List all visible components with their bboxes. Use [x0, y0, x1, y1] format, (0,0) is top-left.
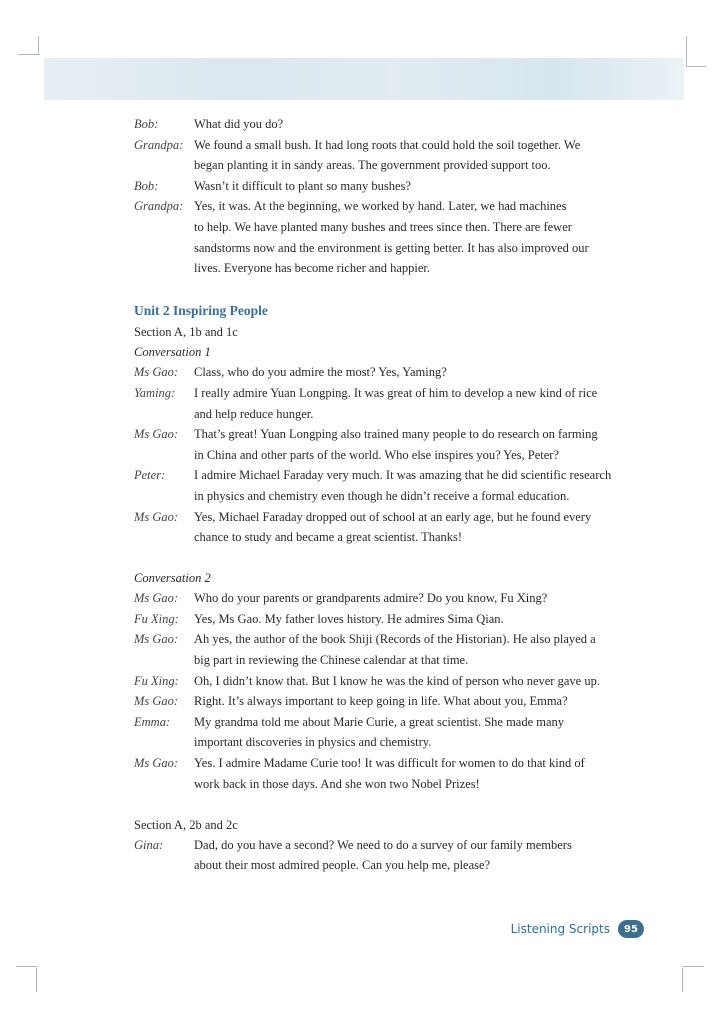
speech-text: in China and other parts of the world. Who else inspires you? Yes, Peter? [194, 447, 559, 462]
dialogue-line [134, 135, 634, 156]
dialogue-line [134, 650, 634, 671]
speaker-label: Ms Gao: [134, 694, 179, 709]
dialogue-line [134, 465, 634, 486]
speech-text: Dad, do you have a second? We need to do a survey of our family members [194, 837, 572, 852]
speaker-label: Ms Gao: [134, 365, 179, 380]
dialogue-line [134, 486, 634, 507]
speaker-label: Gina: [134, 837, 164, 852]
dialogue-line [134, 424, 634, 445]
speech-text: Yes, Michael Faraday dropped out of school at an early age, but he found every [194, 509, 592, 524]
speech-text: I really admire Yuan Longping. It was great of him to develop a new kind of rice [194, 385, 598, 400]
speech-text: chance to study and became a great scientist. Thanks! [194, 530, 463, 545]
unit-title: Unit 2 Inspiring People [134, 303, 268, 319]
speech-text: What did you do? [194, 117, 284, 131]
speech-text: Who do your parents or grandparents admire? Do you know, Fu Xing? [194, 591, 548, 606]
dialogue-line [134, 217, 634, 238]
speech-text: We found a small bush. It had long roots that could hold the soil together. We [194, 137, 581, 152]
speaker-label: Grandpa: [134, 137, 184, 152]
speaker-label: Ms Gao: [134, 509, 179, 524]
dialogue-line [134, 176, 634, 197]
speaker-label: Peter: [134, 468, 166, 483]
speech-text: My grandma told me about Marie Curie, a great scientist. She made many [194, 714, 565, 729]
dialogue-line [134, 155, 634, 176]
conversation-title: Conversation 1 [134, 345, 211, 360]
speech-text: Class, who do you admire the most? Yes, Yaming? [194, 365, 447, 380]
speaker-label: Yaming: [134, 385, 176, 400]
crop-mark-bl-h [16, 966, 38, 967]
speech-text: Yes, Ms Gao. My father loves history. He admires Sima Qian. [194, 611, 504, 626]
speech-text: Right. It’s always important to keep going in life. What about you, Emma? [194, 694, 568, 709]
speaker-label: Ms Gao: [134, 632, 179, 647]
dialogue-line [134, 732, 634, 753]
dialogue-line [134, 114, 634, 135]
dialogue-line [134, 774, 634, 795]
dialogue-line [134, 691, 634, 712]
header-band [44, 58, 684, 100]
speech-text: big part in reviewing the Chinese calendar at that time. [194, 653, 469, 668]
speech-text: important discoveries in physics and chemistry. [194, 735, 432, 750]
speech-text: I admire Michael Faraday very much. It was amazing that he did scientific research [194, 468, 612, 483]
speaker-label: Ms Gao: [134, 427, 179, 442]
speech-text: Yes. I admire Madame Curie too! It was difficult for women to do that kind of [194, 756, 585, 771]
crop-mark-br-h [682, 966, 704, 967]
page-number-badge: 95 [618, 920, 644, 938]
speech-text: Yes, it was. At the beginning, we worked by hand. Later, we had machines [194, 199, 567, 214]
dialogue-line [134, 238, 634, 259]
section-title: Section A, 1b and 1c [134, 325, 238, 340]
dialogue-line [134, 404, 634, 425]
speech-text: lives. Everyone has become richer and happier. [194, 261, 431, 276]
dialogue-line [134, 855, 634, 876]
speech-text: in physics and chemistry even though he didn’t receive a formal education. [194, 488, 570, 503]
dialogue-line [134, 753, 634, 774]
conversation-2 [134, 588, 634, 794]
dialogue-line [134, 588, 634, 609]
listening-scripts-text [134, 114, 634, 876]
dialogue-line [134, 835, 634, 856]
speech-text: began planting it in sandy areas. The government provided support too. [194, 158, 551, 173]
speaker-label: Fu Xing: [134, 673, 179, 688]
speaker-label: Bob: [134, 117, 159, 131]
crop-mark-tr-v [686, 36, 687, 66]
crop-mark-br-v [682, 968, 683, 992]
dialogue-line [134, 362, 634, 383]
dialogue-bob-grandpa [134, 114, 634, 279]
dialogue-line [134, 258, 634, 279]
speech-text: Wasn’t it difficult to plant so many bushes? [194, 178, 411, 193]
dialogue-line [134, 712, 634, 733]
speech-text: about their most admired people. Can you help me, please? [194, 858, 491, 873]
conversation-1 [134, 362, 634, 547]
dialogue-line [134, 383, 634, 404]
dialogue-line [134, 609, 634, 630]
crop-mark-tl-h [18, 54, 40, 55]
dialogue-line [134, 196, 634, 217]
speaker-label: Fu Xing: [134, 611, 179, 626]
speech-text: sandstorms now and the environment is getting better. It has also improved our [194, 240, 589, 255]
dialogue-line [134, 507, 634, 528]
dialogue-line [134, 671, 634, 692]
page-footer [511, 920, 644, 938]
speaker-label: Bob: [134, 178, 159, 193]
dialogue-line [134, 527, 634, 548]
speaker-label: Emma: [134, 714, 171, 729]
crop-mark-bl-v [36, 968, 37, 992]
speaker-label: Ms Gao: [134, 756, 179, 771]
speech-text: to help. We have planted many bushes and trees since then. There are fewer [194, 219, 572, 234]
crop-mark-tr-h [686, 66, 706, 67]
speech-text: work back in those days. And she won two Nobel Prizes! [194, 776, 480, 791]
speech-text: Oh, I didn’t know that. But I know he was the kind of person who never gave up. [194, 673, 600, 688]
speech-text: Ah yes, the author of the book Shiji (Records of the Historian). He also played a [194, 632, 596, 647]
crop-mark-tl-v [38, 36, 39, 54]
footer-label: Listening Scripts [510, 922, 610, 936]
dialogue-gina [134, 835, 634, 876]
speech-text: and help reduce hunger. [194, 406, 314, 421]
speaker-label: Grandpa: [134, 199, 184, 214]
dialogue-line [134, 445, 634, 466]
dialogue-line [134, 629, 634, 650]
speech-text: That’s great! Yuan Longping also trained many people to do research on farming [194, 427, 598, 442]
section-title: Section A, 2b and 2c [134, 817, 238, 832]
conversation-title: Conversation 2 [134, 571, 211, 586]
speaker-label: Ms Gao: [134, 591, 179, 606]
